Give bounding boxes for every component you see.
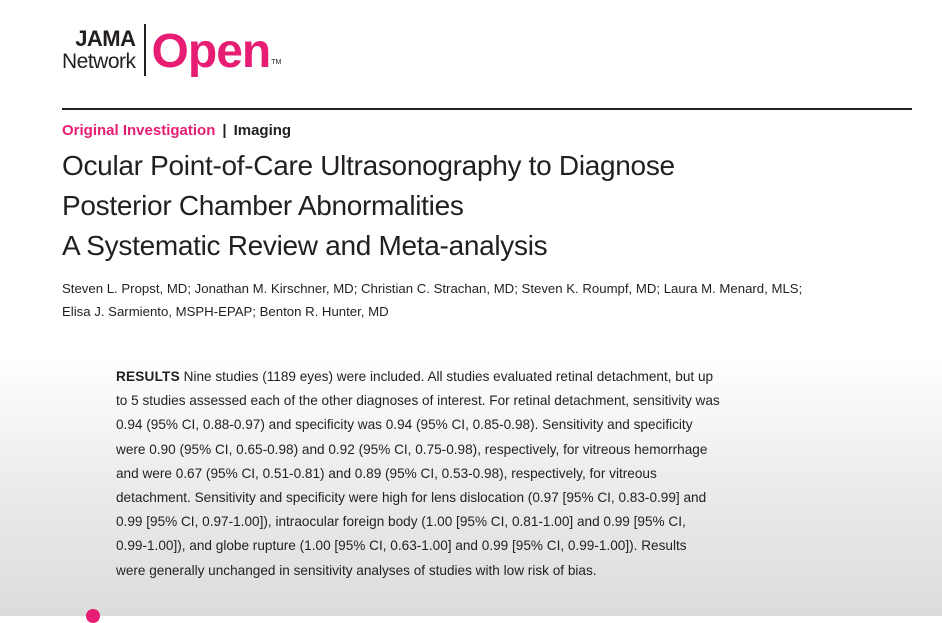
abstract-line: 0.94 (95% CI, 0.88-0.97) and specificity was 0.94 (95% CI, 0.85-0.98). Sensitivity and specificity <box>116 417 693 433</box>
abstract-line: 0.99-1.00]), and globe rupture (1.00 [95% CI, 0.63-1.00] and 0.99 [95% CI, 0.99-1.00]). Results <box>116 538 687 554</box>
journal-logo <box>62 20 281 80</box>
results-abstract <box>116 365 816 583</box>
abstract-line: were 0.90 (95% CI, 0.65-0.98) and 0.92 (95% CI, 0.75-0.98), respectively, for vitreous hemorrhage <box>116 441 708 457</box>
title-line: Posterior Chamber Abnormalities <box>62 190 464 221</box>
abstract-line: were generally unchanged in sensitivity analyses of studies with low risk of bias. <box>116 562 597 578</box>
results-label: RESULTS <box>116 369 180 384</box>
author-line: Steven L. Propst, MD; Jonathan M. Kirschner, MD; Christian C. Strachan, MD; Steven K. Roumpf, MD; Laura M. Menard, MLS; <box>62 281 803 296</box>
logo-divider <box>144 24 146 76</box>
abstract-line: 0.99 [95% CI, 0.97-1.00]), intraocular foreign body (1.00 [95% CI, 0.81-1.00] and 0.99 [95% CI, <box>116 514 686 530</box>
title-line: Ocular Point-of-Care Ultrasonography to Diagnose <box>62 150 675 181</box>
section-subject: Imaging <box>233 122 292 139</box>
logo-jama-text: JAMA <box>75 26 136 51</box>
article-section <box>62 122 291 139</box>
author-list <box>62 277 922 323</box>
section-separator: | <box>222 122 227 139</box>
logo-wordmark-left <box>62 24 144 76</box>
author-line: Elisa J. Sarmiento, MSPH-EPAP; Benton R. Hunter, MD <box>62 304 389 319</box>
abstract-line: detachment. Sensitivity and specificity were high for lens dislocation (0.97 [95% CI, 0.83-0.99] and <box>116 490 707 506</box>
logo-open-text: Open <box>151 25 271 78</box>
abstract-line <box>116 365 816 389</box>
header-rule <box>62 108 912 110</box>
title-line: A Systematic Review and Meta-analysis <box>62 230 548 261</box>
abstract-line: and were 0.67 (95% CI, 0.51-0.81) and 0.89 (95% CI, 0.53-0.98), respectively, for vitreous <box>116 465 657 481</box>
abstract-line: to 5 studies assessed each of the other diagnoses of interest. For retinal detachment, sensitivity was <box>116 393 720 409</box>
section-label: Original Investigation <box>62 122 216 139</box>
results-first-line: Nine studies (1189 eyes) were included. All studies evaluated retinal detachment, but up <box>183 369 714 384</box>
logo-network-text: Network <box>62 50 136 73</box>
logo-trademark: TM <box>271 59 282 66</box>
article-title <box>62 146 922 266</box>
pink-marker-dot <box>86 609 100 623</box>
